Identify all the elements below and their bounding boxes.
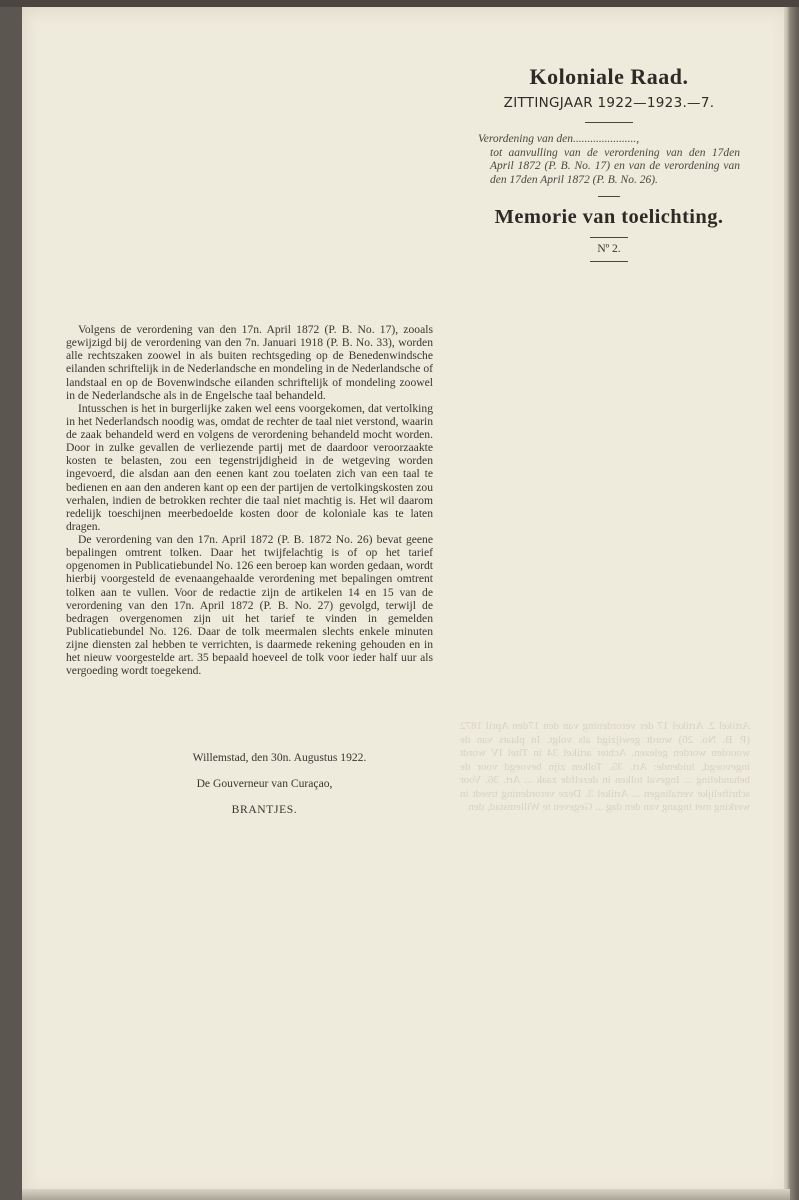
governor-title: De Gouverneur van Curaçao, [196,777,333,790]
bleed-through-text: Artikel 2. Artikel 17 der verordening van den 17den April 1872 (P. B. No. 26) wordt gewijzigd als volgt. In plaats van de woorden worden gelezen. Achter artikel 34 in Titel IV wordt ingevoegd, luidende: Art. 35. Tolken zijn bevoegd voor de behandeling ... Ingeval tolken in dezelfde zaak ... Art. 36. Voor schriftelijke vertalingen ... Artikel 3. Deze verordening treedt in werking met ingang van den dag ... Gegeven te Willemstad, den [460,720,750,813]
ordinance-subject [478,133,740,187]
paragraph: Intusschen is het in burgerlijke zaken wel eens voorgekomen, dat vertolking in het Nederlandsch noodig was, omdat de rechter de taal niet verstond, waarin de zaak behandeld werd en volgens de verordening behandeld mocht worden. Door in zulke gevallen de verliezende partij met de daardoor veroorzaakte kosten te belasten, zou een tegenstrijdigheid in de wetgeving worden ingevoerd, die alsdan aan den eenen kant zou toelaten zich van een taal te bedienen en aan den anderen kant op een der partijen de vertolkingskosten zou verhalen, indien de betrokken rechter die taal niet machtig is. Het wil daarom redelijk toeschijnen meerbedoelde kosten door de koloniale kas te laten dragen. [66,401,433,533]
document-type-heading: Memorie van toelichting. [494,206,724,229]
document-header [478,64,740,262]
subject-line-1: Verordening van den......................, [478,133,640,145]
divider [598,196,620,197]
page-title: Koloniale Raad. [529,64,689,89]
document-number: Nº 2. [597,243,621,256]
scan-left-margin [0,7,22,1200]
scan-top-edge [0,0,799,7]
divider [590,261,628,262]
explanatory-memorandum-body [66,323,433,677]
subject-line-rest: tot aanvulling van de verordening van den 17den April 1872 (P. B. No. 17) en van de verordening van den 17den April 1872 (P. B. No. 26). [490,146,740,186]
page-edge-right [784,7,799,1200]
paragraph: Volgens de verordening van den 17n. April 1872 (P. B. No. 17), zooals gewijzigd bij de verordening van den 7n. Januari 1918 (P. B. No. 33), worden alle rechtszaken zoowel in als buiten rechtsgeding op de Benedenwindsche eilanden schriftelijk in de Nederlandsche en mondeling in de Nederlandsche of landstaal en op de Bovenwindsche eilanden schriftelijk of mondeling zoowel in de Nederlandsche als in de Engelsche taal behandeld. [66,323,433,402]
session-line: ZITTINGJAAR 1922—1923.—7. [503,95,715,111]
divider [585,122,633,123]
place-and-date: Willemstad, den 30n. Augustus 1922. [192,751,367,764]
divider [590,237,628,238]
paragraph: De verordening van den 17n. April 1872 (P. B. 1872 No. 26) bevat geene bepalingen omtrent tolken. Daar het twijfelachtig is of op het tarief opgenomen in Publicatiebundel No. 126 een beroep kan worden gedaan, wordt hierbij voorgesteld de evenaangehaalde verordening met bepalingen omtrent tolken aan te vullen. Voor de redactie zijn de artikelen 14 en 15 van de verordening van den 17n. April 1872 (P. B. No. 27) gevolgd, terwijl de bedragen overgenomen zijn uit het tarief te vinden in gemelden Publicatiebundel No. 126. Daar de tolk meermalen slechts enkele minuten zijne diensten zal hebben te verrichten, is daarmede rekening gehouden en in het nieuw voorgestelde art. 35 bepaald hoeveel de tolk voor ieder half uur als vergoeding wordt toegekend. [66,533,433,678]
signature: BRANTJES. [231,803,298,816]
page-edge-bottom [22,1189,790,1200]
